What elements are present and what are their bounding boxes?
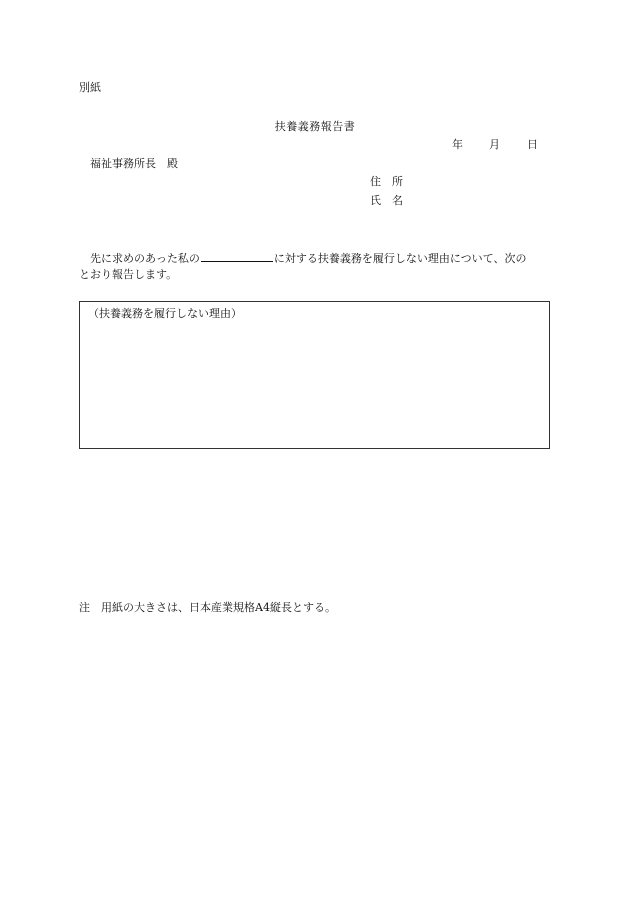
addressee-honorific: 殿 [167,157,178,170]
date-year-label: 年 [452,138,463,151]
body-text-before-blank: 先に求めのあった私の [90,252,200,265]
body-text-line-1 [90,250,526,266]
date-day-label: 日 [527,138,538,151]
addressee-line [90,157,178,171]
address-label: 住 所 [370,175,403,188]
annex-label: 別紙 [79,81,101,94]
footnote [79,601,336,615]
footnote-mark: 注 [79,601,90,614]
addressee-office: 福祉事務所長 [90,157,156,170]
body-text-after-blank: に対する扶養義務を履行しない理由について、次の [273,252,527,265]
reason-box-heading: （扶養義務を履行しない理由） [88,307,242,320]
document-title: 扶養義務報告書 [274,120,356,133]
date-month-label: 月 [489,138,500,151]
reason-box[interactable] [79,301,550,449]
body-text-line-2: とおり報告します。 [79,268,178,281]
relation-blank-field[interactable] [201,250,273,262]
date-line [452,138,538,152]
footnote-text: 用紙の大きさは、日本産業規格A4縦長とする。 [101,601,336,614]
name-label: 氏 名 [370,194,403,207]
